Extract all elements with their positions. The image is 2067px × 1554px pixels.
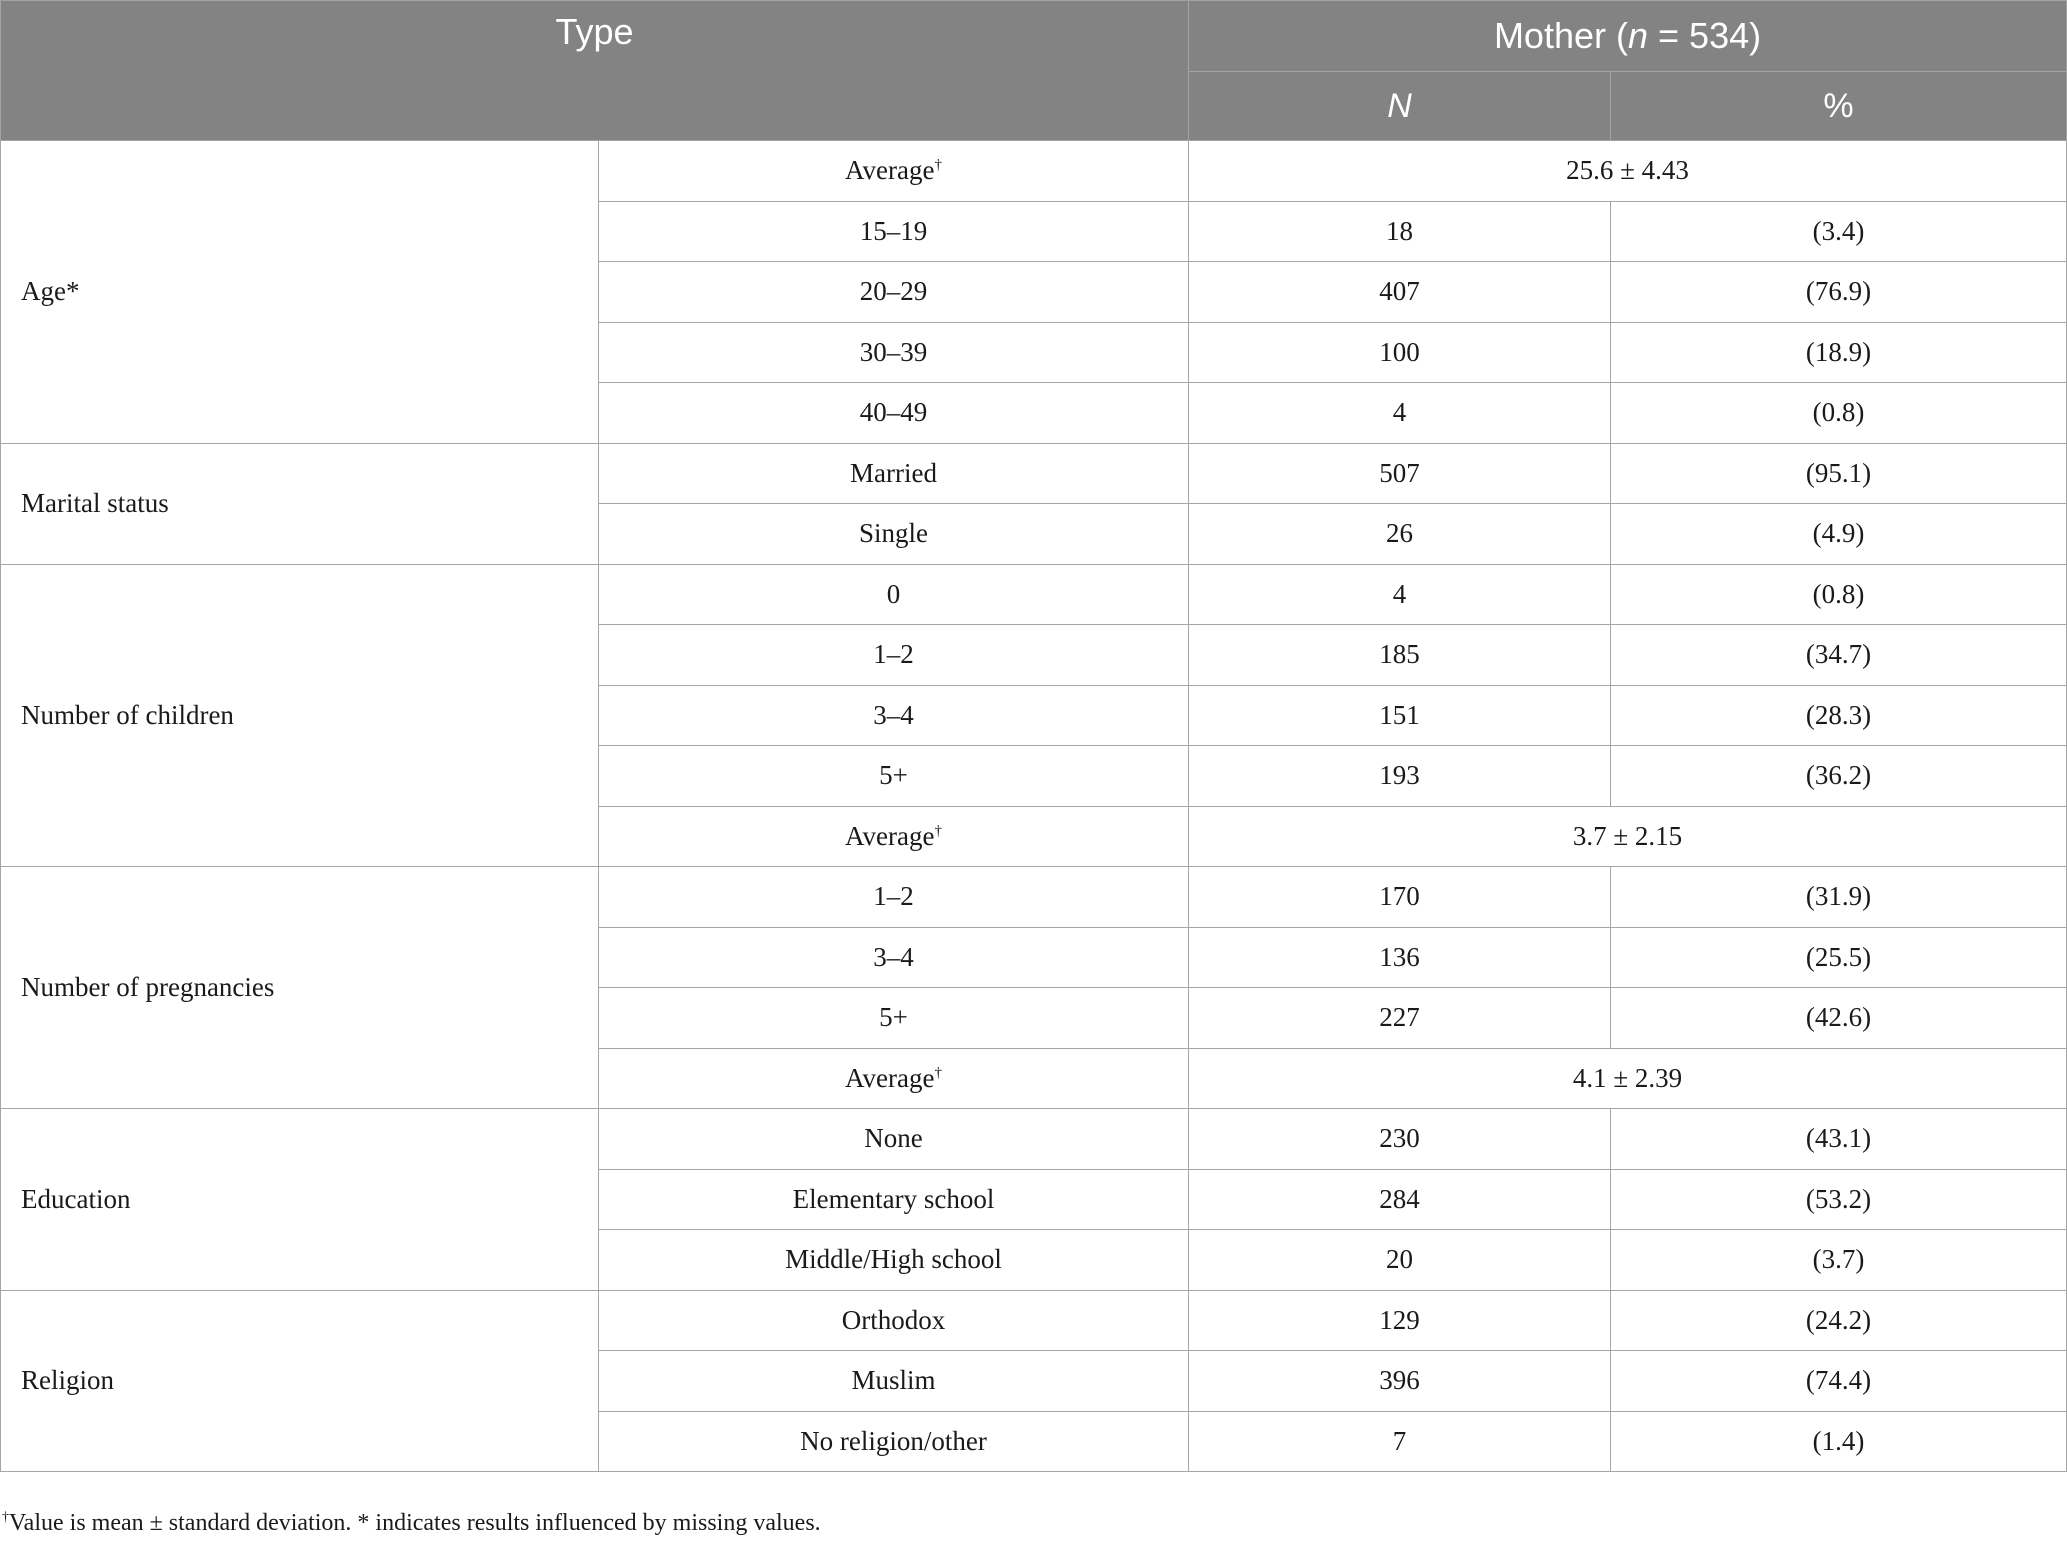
n-header-label: N: [1387, 86, 1412, 125]
type-header: [1, 1, 1189, 141]
pct-cell: (3.7): [1611, 1230, 2067, 1291]
category-number-of-children: Number of children: [1, 564, 599, 867]
n-cell: 185: [1189, 625, 1611, 686]
subcategory-cell: 3–4: [599, 685, 1189, 746]
mother-header-suffix: = 534): [1648, 15, 1762, 56]
pct-cell: (36.2): [1611, 746, 2067, 807]
dagger-mark: †: [934, 157, 942, 174]
subcategory-cell: 0: [599, 564, 1189, 625]
table-row: [1, 564, 2067, 625]
mother-header-n: n: [1627, 15, 1649, 56]
subcategory-cell: Muslim: [599, 1351, 1189, 1412]
footnote-dagger: †: [2, 1510, 9, 1525]
dagger-mark: †: [934, 1064, 942, 1081]
subcategory-cell: [599, 1048, 1189, 1109]
subcategory-cell: None: [599, 1109, 1189, 1170]
subcategory-cell: [599, 806, 1189, 867]
category-number-of-pregnancies: Number of pregnancies: [1, 867, 599, 1109]
category-religion: Religion: [1, 1290, 599, 1472]
category-education: Education: [1, 1109, 599, 1291]
average-label: Average: [845, 1062, 935, 1093]
n-cell: 26: [1189, 504, 1611, 565]
pct-header: [1611, 72, 2067, 141]
pct-cell: (0.8): [1611, 564, 2067, 625]
average-label: Average: [845, 820, 935, 851]
average-value: 3.7 ± 2.15: [1189, 806, 2067, 867]
n-cell: 4: [1189, 383, 1611, 444]
mother-header-prefix: Mother (: [1493, 15, 1628, 56]
n-cell: 193: [1189, 746, 1611, 807]
table-row: [1, 1290, 2067, 1351]
pct-cell: (25.5): [1611, 927, 2067, 988]
n-header: [1189, 72, 1611, 141]
subcategory-cell: Single: [599, 504, 1189, 565]
pct-cell: (24.2): [1611, 1290, 2067, 1351]
subcategory-cell: [599, 141, 1189, 202]
subcategory-cell: 3–4: [599, 927, 1189, 988]
pct-cell: (3.4): [1611, 201, 2067, 262]
type-header-label: Type: [555, 11, 634, 52]
pct-cell: (18.9): [1611, 322, 2067, 383]
subcategory-cell: No religion/other: [599, 1411, 1189, 1472]
n-cell: 227: [1189, 988, 1611, 1049]
subcategory-cell: Orthodox: [599, 1290, 1189, 1351]
subcategory-cell: 5+: [599, 746, 1189, 807]
n-cell: 7: [1189, 1411, 1611, 1472]
pct-cell: (4.9): [1611, 504, 2067, 565]
subcategory-cell: 40–49: [599, 383, 1189, 444]
pct-cell: (43.1): [1611, 1109, 2067, 1170]
table-row: [1, 141, 2067, 202]
n-cell: 151: [1189, 685, 1611, 746]
subcategory-cell: 30–39: [599, 322, 1189, 383]
pct-cell: (0.8): [1611, 383, 2067, 444]
table-footnote: [2, 1510, 821, 1537]
subcategory-cell: 1–2: [599, 625, 1189, 686]
n-cell: 407: [1189, 262, 1611, 323]
pct-cell: (74.4): [1611, 1351, 2067, 1412]
n-cell: 20: [1189, 1230, 1611, 1291]
pct-cell: (76.9): [1611, 262, 2067, 323]
subcategory-cell: Elementary school: [599, 1169, 1189, 1230]
pct-cell: (34.7): [1611, 625, 2067, 686]
pct-cell: (28.3): [1611, 685, 2067, 746]
subcategory-cell: 20–29: [599, 262, 1189, 323]
n-cell: 100: [1189, 322, 1611, 383]
category-marital-status: Marital status: [1, 443, 599, 564]
pct-cell: (31.9): [1611, 867, 2067, 928]
subcategory-cell: Married: [599, 443, 1189, 504]
mother-header: [1189, 1, 2067, 72]
pct-cell: (53.2): [1611, 1169, 2067, 1230]
average-value: 4.1 ± 2.39: [1189, 1048, 2067, 1109]
n-cell: 230: [1189, 1109, 1611, 1170]
n-cell: 170: [1189, 867, 1611, 928]
n-cell: 129: [1189, 1290, 1611, 1351]
n-cell: 18: [1189, 201, 1611, 262]
n-cell: 4: [1189, 564, 1611, 625]
n-cell: 396: [1189, 1351, 1611, 1412]
category-age: Age*: [1, 141, 599, 444]
table-row: [1, 867, 2067, 928]
pct-header-label: %: [1823, 86, 1854, 125]
average-value: 25.6 ± 4.43: [1189, 141, 2067, 202]
subcategory-cell: 15–19: [599, 201, 1189, 262]
subcategory-cell: 5+: [599, 988, 1189, 1049]
n-cell: 284: [1189, 1169, 1611, 1230]
header-row: [1, 1, 2067, 72]
pct-cell: (95.1): [1611, 443, 2067, 504]
dagger-mark: †: [934, 822, 942, 839]
n-cell: 507: [1189, 443, 1611, 504]
subcategory-cell: 1–2: [599, 867, 1189, 928]
table-row: [1, 1109, 2067, 1170]
average-label: Average: [845, 155, 935, 186]
pct-cell: (42.6): [1611, 988, 2067, 1049]
pct-cell: (1.4): [1611, 1411, 2067, 1472]
n-cell: 136: [1189, 927, 1611, 988]
subcategory-cell: Middle/High school: [599, 1230, 1189, 1291]
table-row: [1, 443, 2067, 504]
footnote-text: Value is mean ± standard deviation. * indicates results influenced by missing values.: [9, 1510, 821, 1536]
